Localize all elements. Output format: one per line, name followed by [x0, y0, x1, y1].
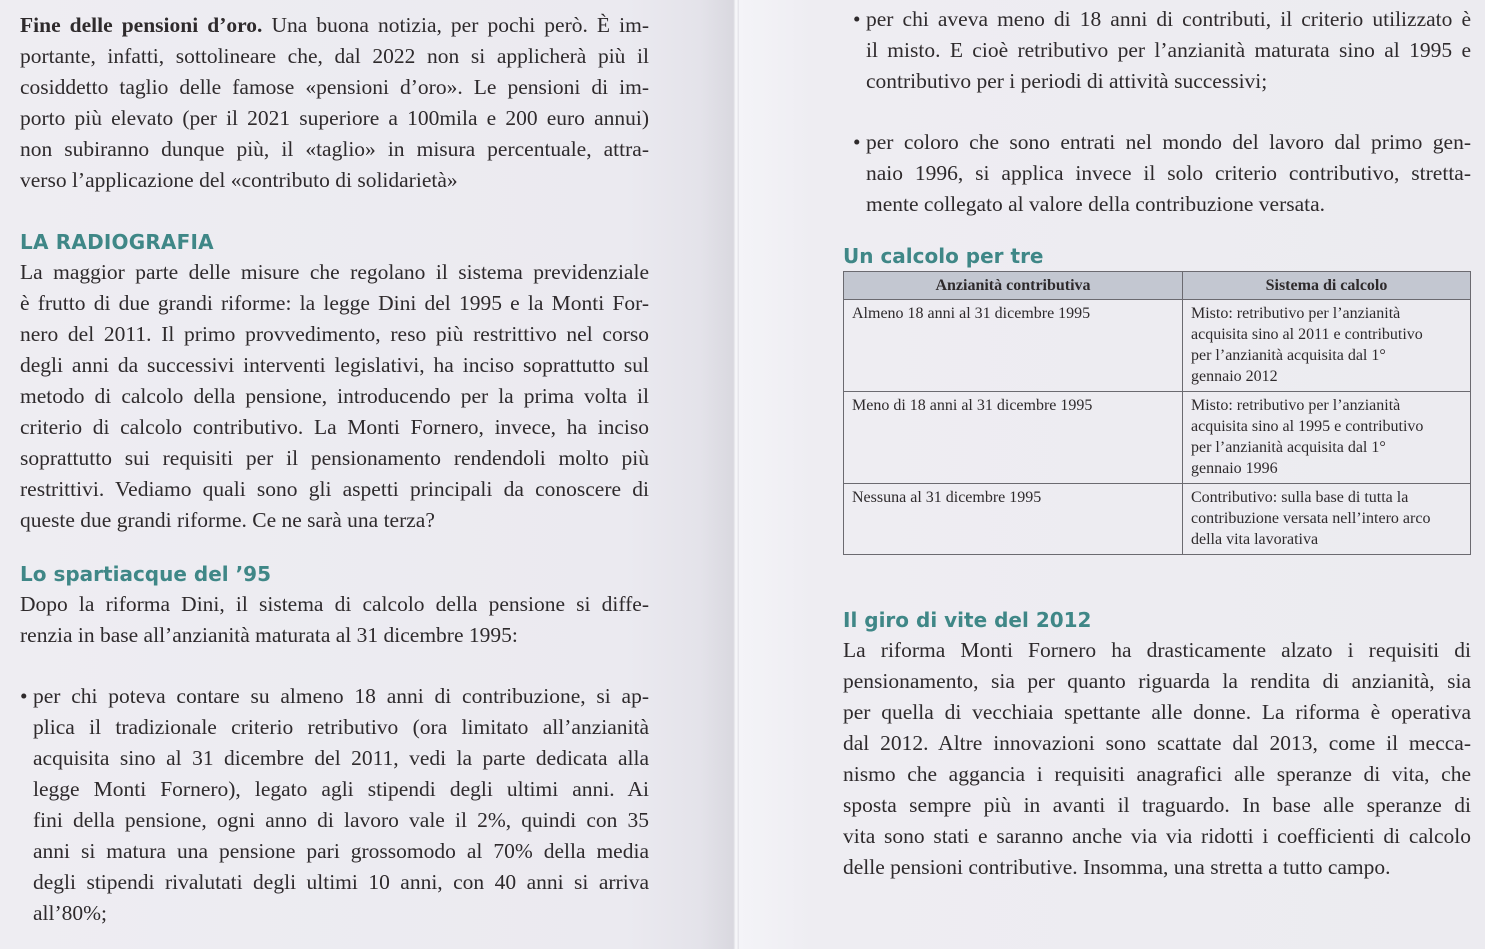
column-header-anzianita: Anzianità contributiva — [844, 272, 1183, 300]
cell-line: gennaio 2012 — [1191, 368, 1278, 385]
intro-line: porto più elevato (per il 2021 superiore a 100mila e 200 euro annui) — [20, 106, 649, 130]
intro-line-text: Una buona notizia, per pochi però. È im- — [262, 13, 649, 37]
cell-sistema — [1183, 392, 1471, 484]
body-line: Dopo la riforma Dini, il sistema di calcolo della pensione si diffe- — [20, 592, 649, 616]
body-line: per quella di vecchiaia spettante alle donne. La riforma è operativa — [843, 700, 1471, 724]
table-row — [844, 484, 1471, 555]
table-row — [844, 392, 1471, 484]
spartiacque-paragraph — [20, 589, 649, 651]
cell-line: Misto: retributivo per l’anzianità — [1191, 305, 1401, 322]
bullet-line: per chi aveva meno di 18 anni di contributi, il criterio utilizzato è — [866, 7, 1471, 31]
bullet-line: legge Monti Fornero), legato agli stipendi degli ultimi anni. Ai — [33, 777, 649, 801]
body-line: La maggior parte delle misure che regolano il sistema previdenziale — [20, 260, 649, 284]
column-header-sistema: Sistema di calcolo — [1183, 272, 1471, 300]
cell-line: acquisita sino al 2011 e contributivo — [1191, 326, 1423, 343]
heading-la-radiografia: LA RADIOGRAFIA — [20, 230, 214, 254]
cell-line: acquisita sino al 1995 e contributivo — [1191, 418, 1424, 435]
cell-line: della vita lavorativa — [1191, 531, 1319, 548]
calculation-table — [843, 271, 1471, 555]
intro-line: cosiddetto taglio delle famose «pensioni d’oro». Le pensioni di im- — [20, 75, 649, 99]
cell-line: Contributivo: sulla base di tutta la — [1191, 489, 1409, 506]
intro-line: verso l’applicazione del «contributo di solidarietà» — [20, 168, 458, 192]
body-line: soprattutto sui requisiti per il pensionamento rendendoli molto più — [20, 446, 649, 470]
heading-lo-spartiacque: Lo spartiacque del ’95 — [20, 562, 272, 586]
cell-line: per l’anzianità acquisita dal 1° — [1191, 439, 1386, 456]
cell-anzianita: Meno di 18 anni al 31 dicembre 1995 — [844, 392, 1183, 484]
heading-un-calcolo-per-tre: Un calcolo per tre — [843, 244, 1044, 268]
body-line: metodo di calcolo della pensione, introducendo per la prima volta il — [20, 384, 649, 408]
body-line: queste due grandi riforme. Ce ne sarà una terza? — [20, 508, 435, 532]
giro-paragraph — [843, 635, 1471, 883]
bullet-line: mente collegato al valore della contribuzione versata. — [866, 192, 1326, 216]
cell-anzianita: Nessuna al 31 dicembre 1995 — [844, 484, 1183, 555]
cell-sistema — [1183, 484, 1471, 555]
body-line: criterio di calcolo contributivo. La Monti Fornero, invece, ha inciso — [20, 415, 649, 439]
bullet-icon: • — [853, 7, 861, 31]
cell-sistema — [1183, 300, 1471, 392]
body-line: delle pensioni contributive. Insomma, una stretta a tutto campo. — [843, 855, 1391, 879]
body-line: degli anni da successivi interventi legislativi, ha inciso soprattutto sul — [20, 353, 649, 377]
cell-anzianita: Almeno 18 anni al 31 dicembre 1995 — [844, 300, 1183, 392]
bullet-line: all’80%; — [33, 901, 108, 925]
radiografia-paragraph — [20, 257, 649, 536]
bullet-line: contributivo per i periodi di attività successivi; — [866, 69, 1268, 93]
cell-line: gennaio 1996 — [1191, 460, 1278, 477]
bullet-icon: • — [853, 130, 861, 154]
cell-line: per l’anzianità acquisita dal 1° — [1191, 347, 1386, 364]
bullet-line: naio 1996, si applica invece il solo criterio contributivo, stretta- — [866, 161, 1471, 185]
body-line: nismo che aggancia i requisiti anagrafici alle speranze di vita, che — [843, 762, 1471, 786]
table-row — [844, 300, 1471, 392]
bullet-line: per coloro che sono entrati nel mondo del lavoro dal primo gen- — [866, 130, 1471, 154]
bullet-line: degli stipendi rivalutati degli ultimi 10 anni, con 40 anni si arriva — [33, 870, 649, 894]
body-line: nero del 2011. Il primo provvedimento, reso più restrittivo nel corso — [20, 322, 649, 346]
body-line: vita sono stati e saranno anche via via ridotti i coefficienti di calcolo — [843, 824, 1471, 848]
body-line: è frutto di due grandi riforme: la legge Dini del 1995 e la Monti For- — [20, 291, 649, 315]
cell-line: contribuzione versata nell’intero arco — [1191, 510, 1431, 527]
body-line: La riforma Monti Fornero ha drasticamente alzato i requisiti di — [843, 638, 1471, 662]
intro-line: portante, infatti, sottolineare che, dal 2022 non si applicherà più il — [20, 44, 649, 68]
bullet-item-misto — [853, 4, 1471, 97]
body-line: pensionamento, sia per quanto riguarda la rendita di anzianità, sia — [843, 669, 1471, 693]
bullet-item-retributivo — [20, 681, 649, 929]
intro-paragraph — [20, 10, 649, 196]
bullet-line: per chi poteva contare su almeno 18 anni di contribuzione, si ap- — [33, 684, 649, 708]
intro-line — [20, 10, 649, 41]
cell-line: Misto: retributivo per l’anzianità — [1191, 397, 1401, 414]
book-gutter — [733, 0, 739, 949]
body-line: dal 2012. Altre innovazioni sono scattate dal 2013, come il mecca- — [843, 731, 1471, 755]
heading-il-giro-di-vite: Il giro di vite del 2012 — [843, 608, 1092, 632]
body-line: renzia in base all’anzianità maturata al 31 dicembre 1995: — [20, 623, 518, 647]
left-column — [20, 10, 649, 929]
body-line: restrittivi. Vediamo quali sono gli aspetti principali da conoscere di — [20, 477, 649, 501]
bullet-line: anni si matura una pensione pari grossomodo al 70% della media — [33, 839, 649, 863]
body-line: sposta sempre più in avanti il traguardo. In base alle speranze di — [843, 793, 1471, 817]
bullet-line: il misto. E cioè retributivo per l’anzianità maturata sino al 1995 e — [866, 38, 1471, 62]
intro-line: non subiranno dunque più, il «taglio» in misura percentuale, attra- — [20, 137, 649, 161]
right-column — [843, 4, 1471, 883]
bullet-icon: • — [20, 684, 28, 708]
bullet-line: acquisita sino al 31 dicembre del 2011, vedi la parte dedicata alla — [33, 746, 649, 770]
intro-bold-lead: Fine delle pensioni d’oro. — [20, 13, 263, 37]
bullet-line: plica il tradizionale criterio retributivo (ora limitato all’anzianità — [33, 715, 649, 739]
bullet-item-contributivo — [853, 127, 1471, 220]
table-header-row — [844, 272, 1471, 300]
bullet-line: fini della pensione, ogni anno di lavoro vale il 2%, quindi con 35 — [33, 808, 649, 832]
